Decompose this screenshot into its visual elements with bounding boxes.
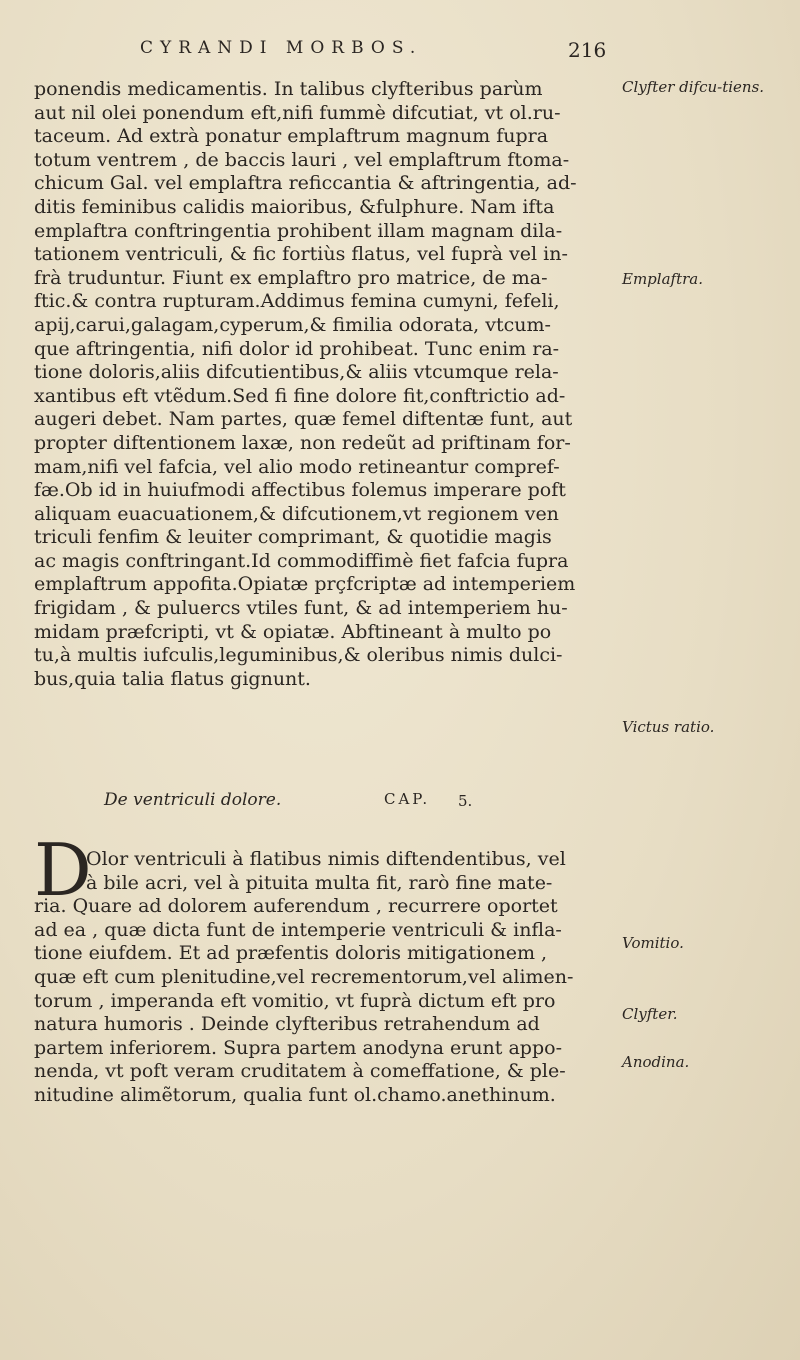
text-line: à bile acri, vel à pituita multa fit, rarò fine mate- (86, 871, 553, 894)
text-line: tione doloris,aliis difcutientibus,& aliis vtcumque rela- (34, 361, 559, 384)
text-line: tione eiufdem. Et ad præfentis doloris mitigationem , (34, 942, 548, 965)
text-line: midam præfcripti, vt & opiatæ. Abftineant à multo po (34, 620, 552, 643)
text-line: mam,nifi vel fafcia, vel alio modo retineantur compref- (34, 455, 560, 478)
marginal-note-anodina: Anodina. (622, 1053, 690, 1071)
text-line: nitudine alimẽtorum, qualia funt ol.chamo.anethinum. (34, 1083, 556, 1106)
text-line: aliquam euacuationem,& difcutionem,vt regionem ven (34, 502, 559, 525)
text-line: Olor ventriculi à flatibus nimis diftendentibus, vel (86, 848, 566, 870)
text-line: ftic.& contra rupturam.Addimus femina cumyni, fefeli, (34, 290, 560, 313)
drop-cap: D (34, 828, 92, 912)
text-line: frigidam , & puluercs vtiles funt, & ad intemperiem hu- (34, 597, 568, 620)
text-line: ad ea , quæ dicta funt de intemperie ventriculi & infla- (34, 918, 562, 941)
chapter-label: CAP. (384, 790, 431, 808)
text-line: natura humoris . Deinde clyfteribus retrahendum ad (34, 1013, 540, 1036)
text-line: tu,à multis iufculis,leguminibus,& oleribus nimis dulci- (34, 644, 563, 667)
text-line: que aftringentia, nifi dolor id prohibeat. Tunc enim ra- (34, 337, 560, 360)
text-line: bus,quia talia flatus gignunt. (34, 667, 311, 690)
text-line: totum ventrem , de baccis lauri , vel emplaftrum ftoma- (34, 148, 570, 171)
paragraph-2 (34, 848, 624, 1108)
running-head: CYRANDI MORBOS. (140, 38, 423, 58)
text-line: propter diftentionem laxæ, non redeũt ad priftinam for- (34, 431, 571, 454)
text-line: apij,carui,galagam,cyperum,& fimilia odorata, vtcum- (34, 313, 551, 336)
text-line: taceum. Ad extrà ponatur emplaftrum magnum fupra (34, 125, 549, 148)
text-line: augeri debet. Nam partes, quæ femel diftentæ funt, aut (34, 408, 573, 431)
text-line: quæ eft cum plenitudine,vel recrementorum,vel alimen- (34, 965, 574, 988)
text-line: ria. Quare ad dolorem auferendum , recurrere oportet (34, 895, 558, 918)
text-line: partem inferiorem. Supra partem anodyna erunt appo- (34, 1036, 562, 1059)
text-line: tationem ventriculi, & fic fortiùs flatus, vel fuprà vel in- (34, 243, 568, 266)
marginal-note-emplastra: Emplaftra. (622, 270, 703, 288)
text-line: emplaftra conftringentia prohibent illam magnam dila- (34, 219, 563, 242)
text-line: fæ.Ob id in huiufmodi affectibus folemus imperare poft (34, 479, 566, 502)
text-line: emplaftrum appofita.Opiatæ prçfcriptæ ad intemperiem (34, 573, 576, 596)
text-line: torum , imperanda eft vomitio, vt fuprà dictum eft pro (34, 989, 556, 1012)
text-line: ac magis conftringant.Id commodiffimè fiet fafcia fupra (34, 549, 569, 572)
text-line: triculi fenfim & leuiter comprimant, & quotidie magis (34, 526, 552, 549)
text-line: xantibus eft vtẽdum.Sed fi fine dolore fit,conftrictio ad- (34, 384, 566, 407)
text-line: nenda, vt poft veram cruditatem à comeffatione, & ple- (34, 1060, 566, 1083)
paragraph-1 (34, 78, 624, 691)
chapter-number: 5. (458, 792, 473, 810)
text-line: chicum Gal. vel emplaftra reficcantia & aftringentia, ad- (34, 172, 577, 195)
text-line: frà truduntur. Fiunt ex emplaftro pro matrice, de ma- (34, 266, 548, 289)
marginal-note-clyster-2: Clyfter. (622, 1005, 678, 1023)
text-line: ditis feminibus calidis maioribus, &fulphure. Nam ifta (34, 195, 555, 218)
chapter-title: De ventriculi dolore. (104, 790, 282, 810)
marginal-note-vomitio: Vomitio. (622, 934, 684, 952)
text-line: ponendis medicamentis. In talibus clyfteribus parùm (34, 78, 543, 100)
text-line: aut nil olei ponendum eft,nifi fummè difcutiat, vt ol.ru- (34, 101, 561, 124)
marginal-note-victus: Victus ratio. (622, 718, 715, 736)
page-number: 216 (568, 38, 607, 62)
marginal-note-clyster: Clyfter difcu-tiens. (622, 78, 765, 96)
